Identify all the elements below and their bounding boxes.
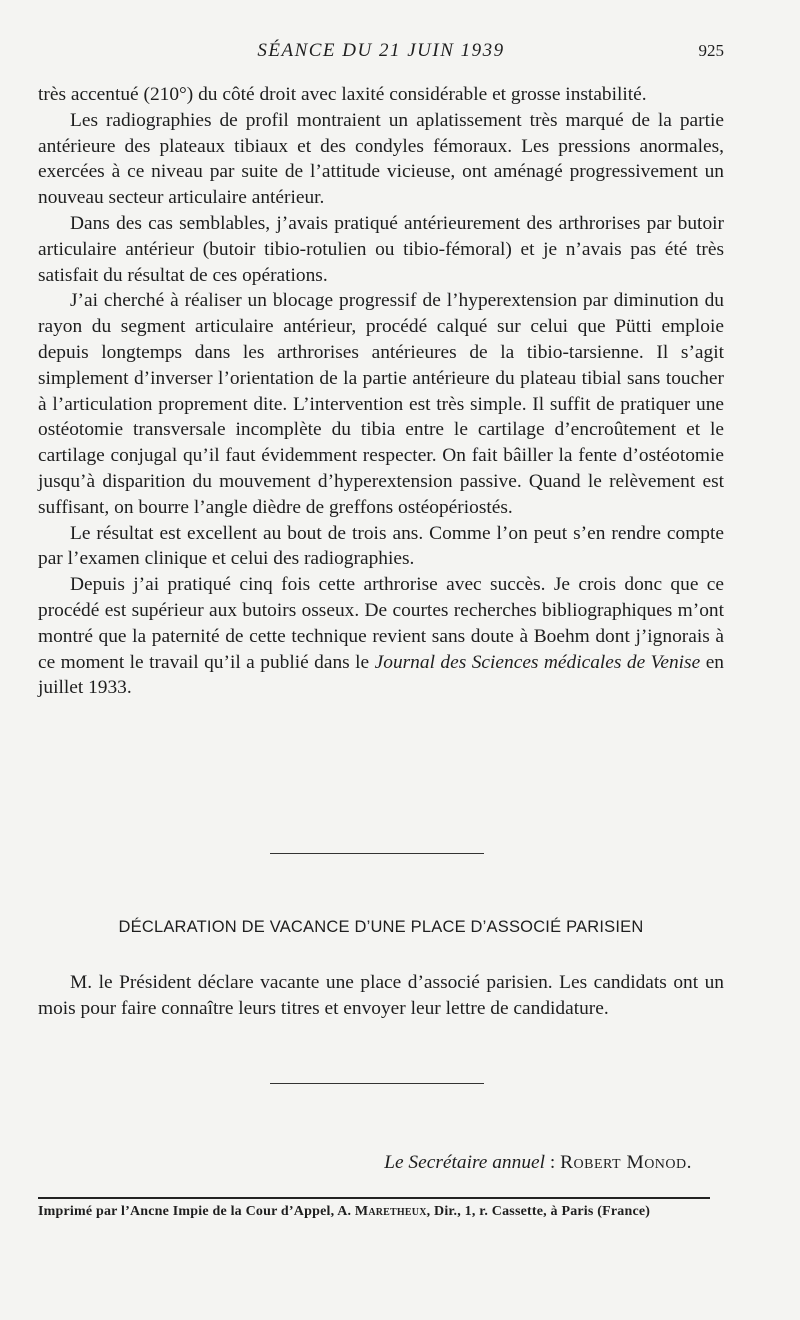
imprint-suffix: , Dir., 1, r. Cassette, à Paris (France)	[426, 1204, 651, 1219]
section-heading: DÉCLARATION DE VACANCE D’UNE PLACE D’ASSOCIÉ PARISIEN	[118, 918, 644, 936]
vacancy-announcement	[38, 970, 724, 1022]
printer-imprint	[38, 1204, 718, 1220]
header-title: SÉANCE DU 21 JUIN 1939	[257, 40, 505, 61]
signature-separator: :	[549, 1152, 556, 1173]
signature-line	[384, 1152, 692, 1174]
section-divider-2	[270, 1083, 484, 1084]
paragraph-previous-cases: Dans des cas semblables, j’avais pratiqué antérieurement des arthrorises par butoir articulaire antérieur (butoir tibio-rotulien ou tibio-fémoral) et je n’avais pas été très satisfait du résultat de ces opérations.	[38, 212, 724, 286]
section-divider	[270, 853, 484, 854]
paragraph-radiographies: Les radiographies de profil montraient un aplatissement très marqué de la partie antérieure des plateaux tibiaux et des condyles fémoraux. Les pressions anormales, exercées à ce niveau par suite de l’attitude vicieuse, ont aménagé progressivement un nouveau secteur articulaire antérieur.	[38, 109, 724, 209]
imprint-prefix: Imprimé par l’Ancne Impie de la Cour d’Appel, A.	[38, 1204, 352, 1219]
paragraph-procedure: J’ai cherché à réaliser un blocage progressif de l’hyperextension par diminution du rayon du segment articulaire antérieur, procédé calqué sur celui que Pütti emploie depuis longtemps dans les arthrorises antérieures de la tibio-tarsienne. Il s’agit simplement d’inverser l’orientation de la partie antérieure du plateau tibial sans toucher à l’articulation proprement dite. L’intervention est très simple. Il suffit de pratiquer une ostéotomie transversale incomplète du tibia entre le cartilage d’encroûtement et le cartilage conjugal qu’il faut évidemment respecter. On fait bâiller la fente d’ostéotomie jusqu’à disparition du mouvement d’hyperextension passive. Quand le relèvement est suffisant, on bourre l’angle dièdre de greffons ostéopériostés.	[38, 290, 724, 518]
signature-role: Le Secrétaire annuel	[384, 1152, 546, 1173]
page-number: 925	[698, 41, 724, 60]
paragraph-conclusion	[38, 572, 724, 701]
journal-citation: Journal des Sciences médicales de Venise	[374, 651, 701, 673]
article-body	[38, 82, 724, 701]
paragraph-result: Le résultat est excellent au bout de trois ans. Comme l’on peut s’en rendre compte par l’examen clinique et celui des radiographies.	[38, 522, 724, 570]
running-header	[38, 40, 724, 68]
citation-date: en juillet 1933.	[38, 651, 724, 699]
announcement-text: M. le Président déclare vacante une place d’associé parisien. Les candidats ont un mois pour faire connaître leurs titres et envoyer leur lettre de candidature.	[38, 972, 724, 1019]
conclusion-text: Depuis j’ai pratiqué cinq fois cette arthrorise avec succès. Je crois donc que ce procédé est supérieur aux butoirs osseux. De courtes recherches bibliographiques m’ont montré que la paternité de cette technique revient sans doute à Boehm dont j’ignorais à ce moment le travail qu’il a publié dans le	[38, 574, 724, 673]
paragraph-continuation: très accentué (210°) du côté droit avec laxité considérable et grosse instabilité.	[38, 84, 647, 105]
imprint-printer: Maretheux	[354, 1204, 427, 1219]
signature-name: Robert Monod.	[560, 1152, 692, 1173]
footer-divider	[38, 1197, 710, 1199]
